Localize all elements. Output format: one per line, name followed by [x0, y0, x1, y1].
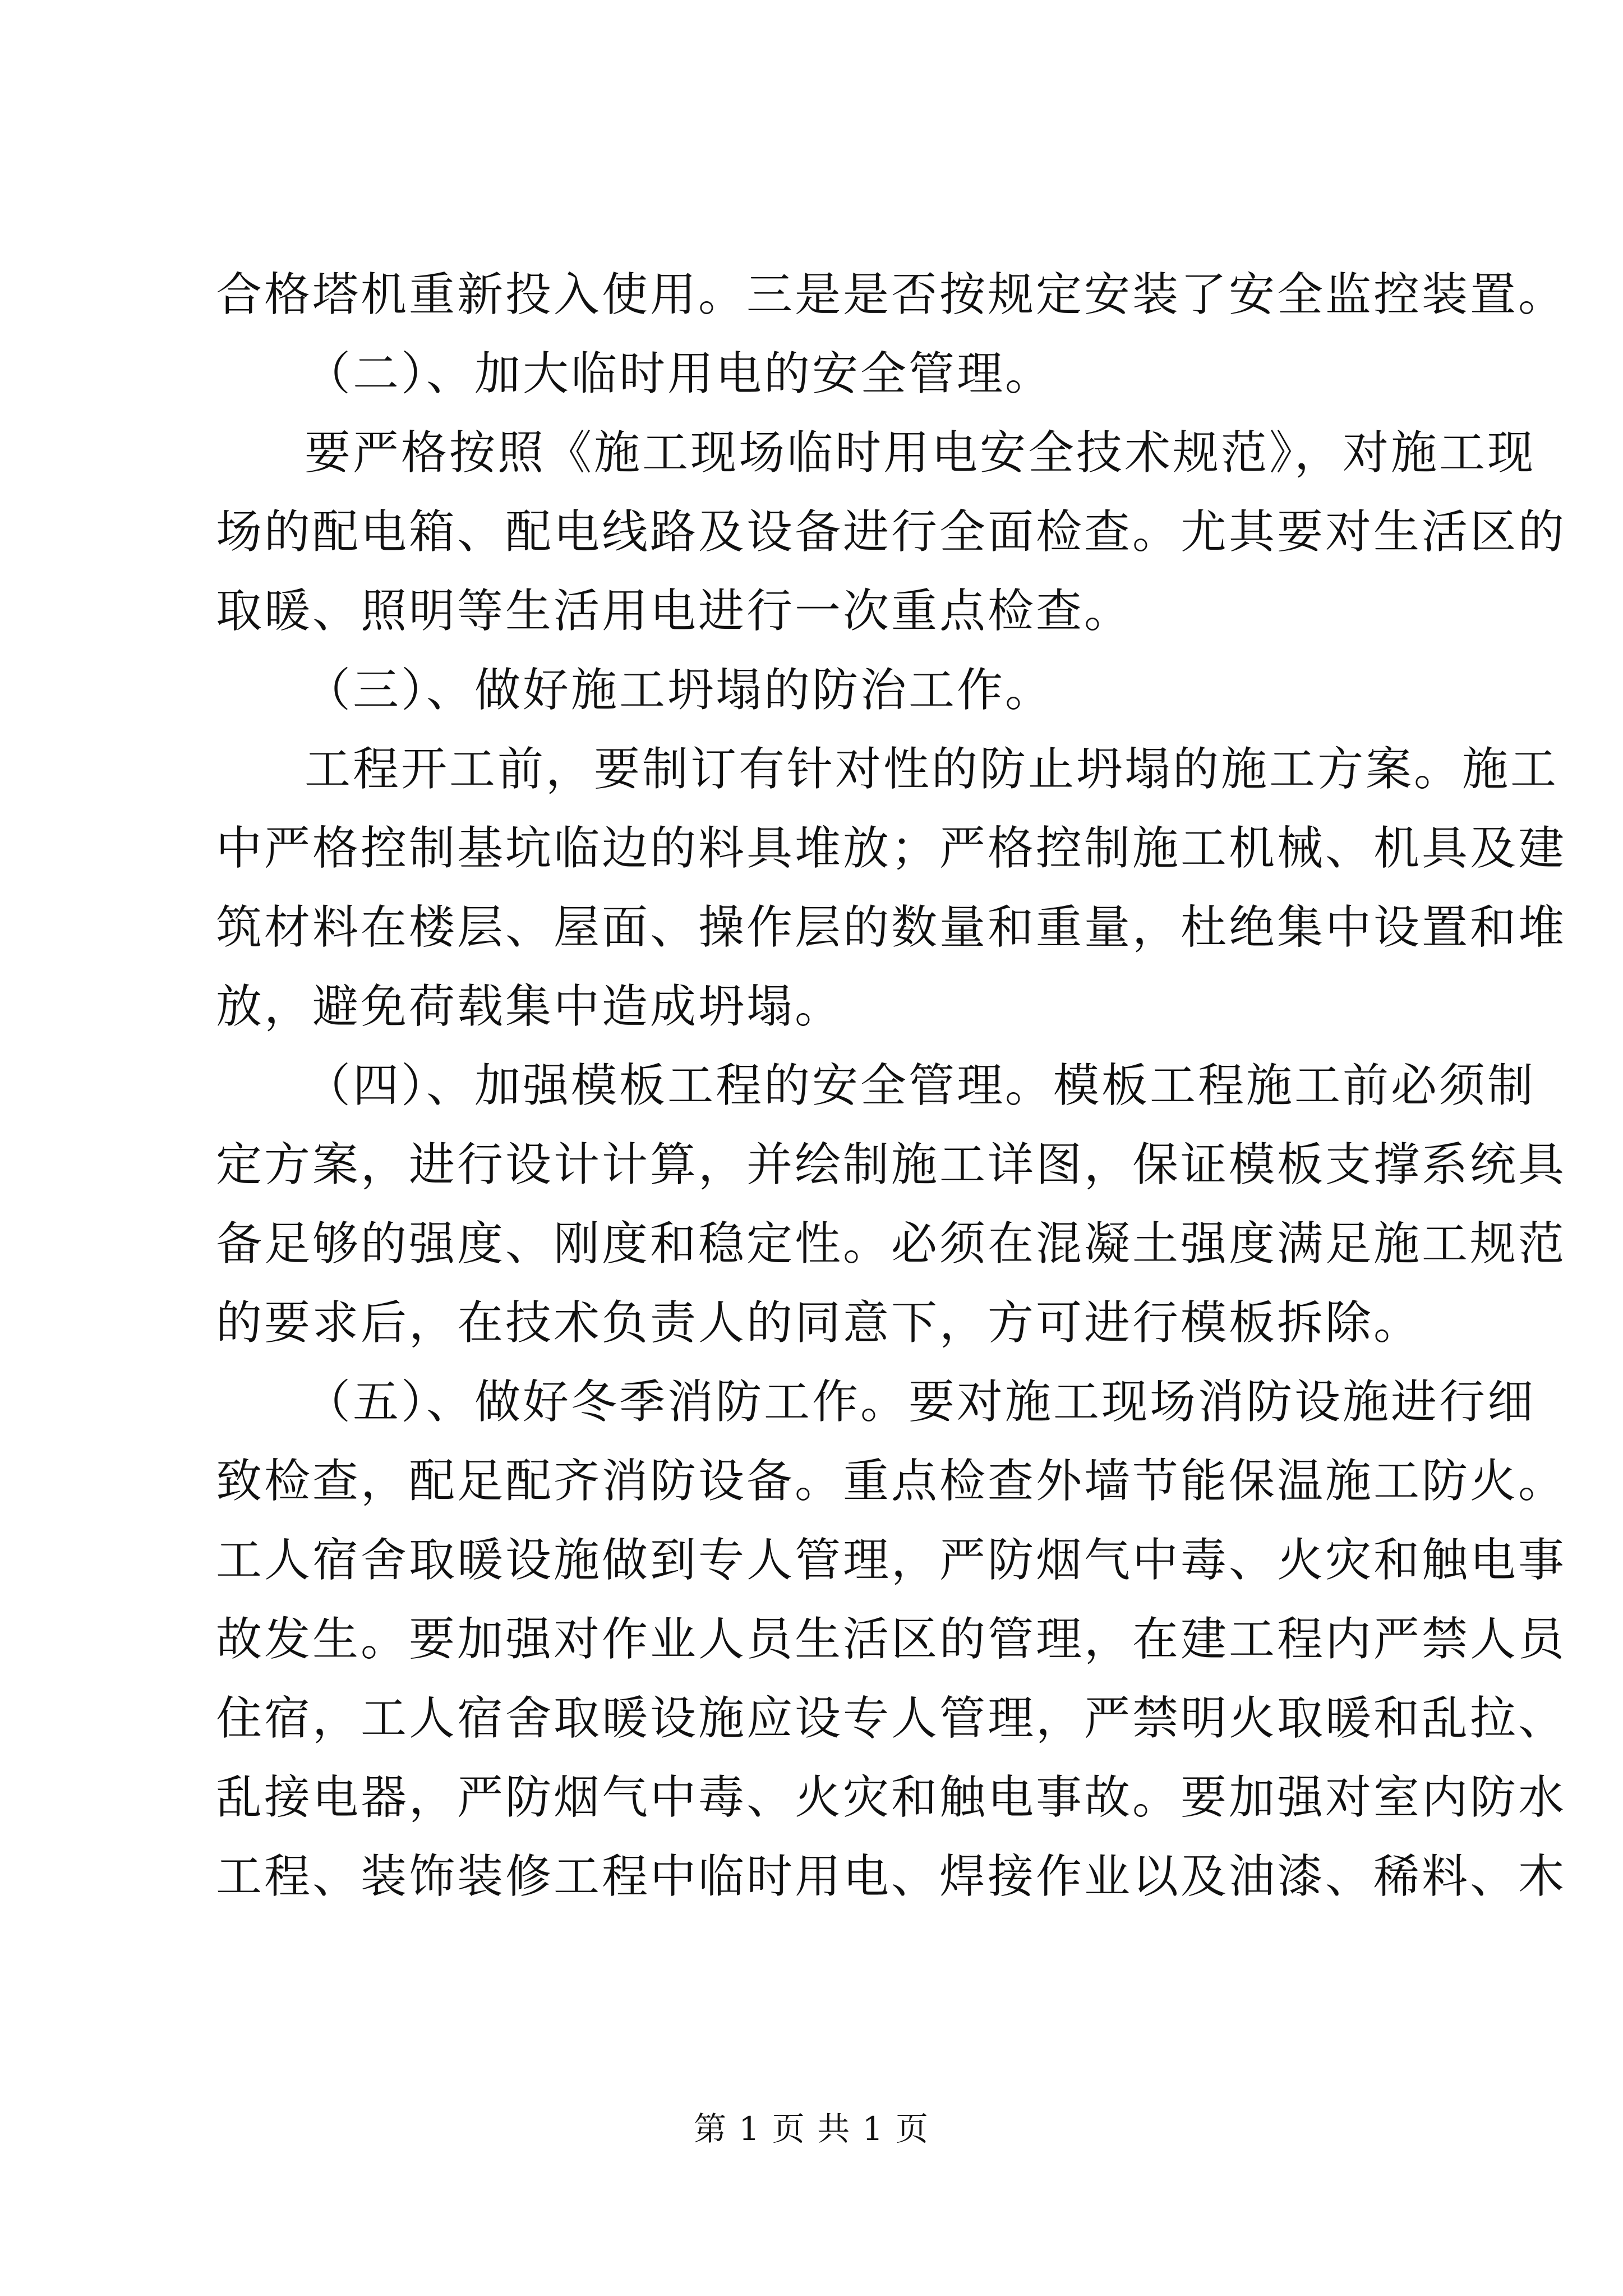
text-line: 故发生。要加强对作业人员生活区的管理，在建工程内严禁人员 [216, 1613, 1567, 1666]
text-line: 工程、装饰装修工程中临时用电、焊接作业以及油漆、稀料、木 [216, 1850, 1567, 1903]
text-line: 的要求后，在技术负责人的同意下，方可进行模板拆除。 [216, 1296, 1422, 1350]
section-heading-two: （二）、加大临时用电的安全管理。 [305, 347, 1054, 401]
page-number: 第 1 页 共 1 页 [694, 2110, 929, 2148]
text-line: 工程开工前，要制订有针对性的防止坍塌的施工方案。施工 [305, 743, 1559, 796]
text-line: 筑材料在楼层、屋面、操作层的数量和重量，杜绝集中设置和堆 [216, 901, 1567, 954]
text-line: 取暖、照明等生活用电进行一次重点检查。 [216, 585, 1133, 638]
document-body [216, 255, 1567, 1916]
text-line: 场的配电箱、配电线路及设备进行全面检查。尤其要对生活区的 [216, 505, 1567, 559]
text-line: 工人宿舍取暖设施做到专人管理，严防烟气中毒、火灾和触电事 [216, 1534, 1567, 1587]
section-heading-three: （三）、做好施工坍塌的防治工作。 [305, 664, 1054, 717]
text-line: 备足够的强度、刚度和稳定性。必须在混凝土强度满足施工规范 [216, 1217, 1567, 1271]
text-line: 放，避免荷载集中造成坍塌。 [216, 980, 843, 1033]
text-line: 中严格控制基坑临边的料具堆放；严格控制施工机械、机具及建 [216, 822, 1567, 875]
text-line: 乱接电器，严防烟气中毒、火灾和触电事故。要加强对室内防水 [216, 1771, 1567, 1824]
text-line: 住宿，工人宿舍取暖设施应设专人管理，严禁明火取暖和乱拉、 [216, 1692, 1567, 1745]
section-heading-four: （四）、加强模板工程的安全管理。模板工程施工前必须制 [305, 1059, 1536, 1112]
section-heading-five: （五）、做好冬季消防工作。要对施工现场消防设施进行细 [305, 1375, 1536, 1429]
text-line: 合格塔机重新投入使用。三是是否按规定安装了安全监控装置。 [216, 268, 1567, 321]
text-line: 致检查，配足配齐消防设备。重点检查外墙节能保温施工防火。 [216, 1455, 1567, 1508]
text-line: 要严格按照《施工现场临时用电安全技术规范》，对施工现 [305, 426, 1536, 480]
text-line: 定方案，进行设计计算，并绘制施工详图，保证模板支撑系统具 [216, 1138, 1567, 1191]
page-footer [0, 2106, 1623, 2151]
